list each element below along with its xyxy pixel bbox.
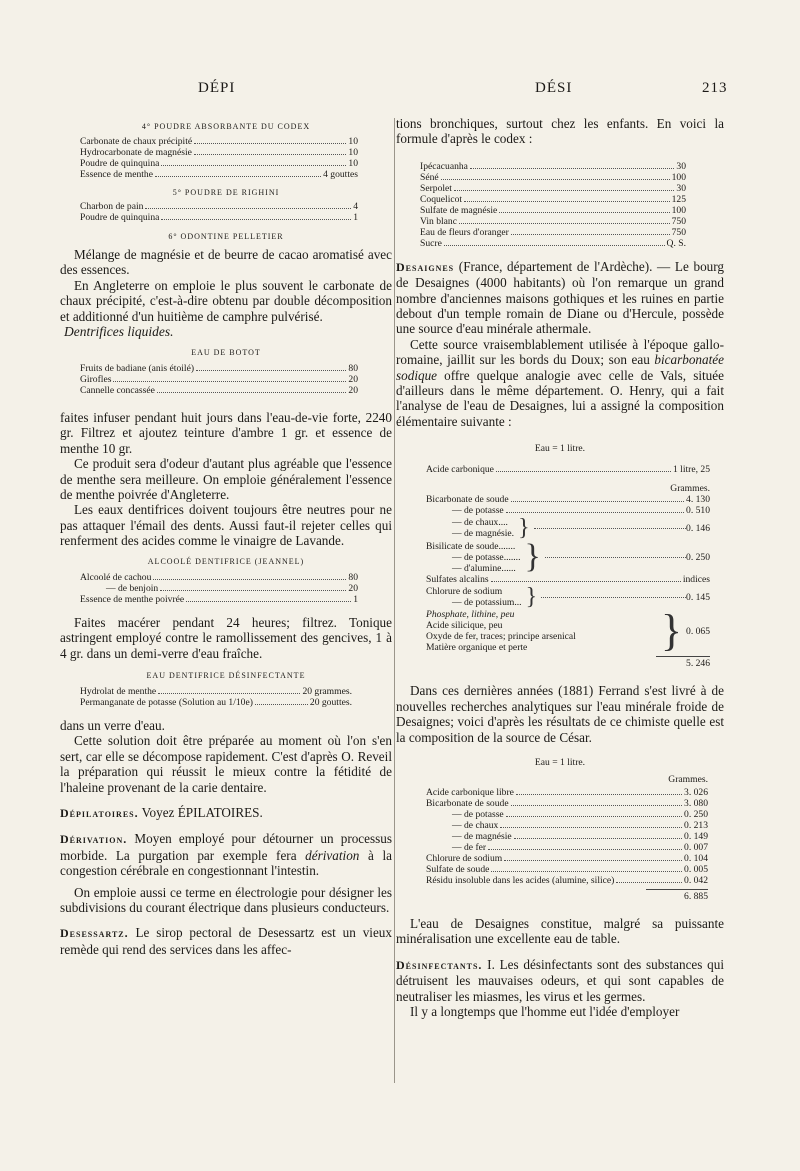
row-value: 0. 007: [684, 841, 708, 853]
row-name: Coquelicot: [420, 193, 463, 205]
column-rule: [394, 118, 395, 1083]
entry-text: I. Les désinfectants sont des substances qui détruisent les mauvaises odeurs, et qui sont capables de neutraliser les miasmes, les virus et les germes.: [396, 956, 724, 1004]
row-value: 100: [671, 204, 686, 216]
row-name: Sulfate de magnésie: [420, 204, 498, 216]
entry-depilatoires: [60, 805, 392, 821]
row-value: 20: [348, 582, 358, 594]
table-row: [426, 853, 708, 864]
row-value: 80: [348, 571, 358, 583]
row-name: Bisilicate de soude.......: [426, 540, 516, 552]
row-name: Vin blanc: [420, 215, 457, 227]
paragraph: tions bronchiques, surtout chez les enfants. En voici la formule d'après le codex :: [396, 116, 724, 147]
recipe-title: ALCOOLÉ DENTIFRICE (JEANNEL): [147, 556, 305, 566]
row-value: 20 gouttes.: [309, 696, 352, 708]
table-row: [420, 216, 686, 227]
headword: Dérivation.: [60, 832, 128, 847]
row-name: Oxyde de fer, traces; principe arsenical: [426, 631, 576, 643]
paragraph: Il y a longtemps que l'homme eut l'idée d'employer: [410, 1003, 680, 1019]
row-name: Chlorure de sodium: [426, 586, 503, 598]
recipe-table: [80, 686, 352, 708]
paragraph: Cette solution doit être préparée au moment où l'on s'en sert, car elle se décompose rapidement. C'est d'après O. Reveil la préparation qui réussit le mieux contre la fétidité de l'haleine provenant de la carie dentaire.: [60, 733, 392, 795]
table-caption: Eau = 1 litre.: [534, 756, 586, 768]
table-row: [80, 697, 352, 708]
row-name: Carbonate de chaux précipité: [80, 136, 193, 147]
table-row: [426, 494, 710, 505]
row-value: 1 litre, 25: [672, 464, 710, 476]
table-row: [80, 385, 358, 396]
row-name: — d'alumine......: [452, 562, 516, 574]
entry-text: à la congestion cérébrale en congestionnant l'intestin.: [60, 847, 392, 879]
row-value: 0. 510: [686, 505, 710, 517]
row-value: 10: [348, 147, 358, 158]
table-row: [420, 238, 686, 249]
row-name: — de chaux: [452, 819, 499, 831]
row-name: — de magnésie: [452, 830, 512, 842]
row-value: 10: [348, 136, 358, 147]
paragraph-text: offre quelque analogie avec celle de Vals, située d'ailleurs dans le même département. O. Henry, qui a fait l'analyse de l'eau de Desaignes, lui a assigné la composition élémentaire suivante :: [396, 367, 724, 429]
table-row: [80, 201, 358, 212]
left-column: [60, 122, 392, 957]
page-number: 213: [702, 80, 728, 96]
row-name: — de benjoin: [106, 582, 159, 594]
table-row: [426, 864, 708, 875]
table-row: [80, 572, 358, 583]
table-row: [420, 161, 686, 172]
table-row: [80, 686, 352, 697]
table-row: [426, 842, 708, 853]
paragraph: L'eau de Desaignes constitue, malgré sa puissante minéralisation une excellente eau de table.: [396, 915, 724, 947]
row-name: Cannelle concassée: [80, 385, 155, 397]
paragraph: Faites macérer pendant 24 heures; filtrez. Tonique astringent employé contre le ramollissement des gencives, 1 à 4 gr. dans un demi-verre d'eau fraîche.: [60, 614, 392, 661]
row-value: 20 grammes.: [302, 685, 352, 697]
row-name: Poudre de quinquina: [80, 212, 160, 223]
recipe-title: EAU DENTIFRICE DÉSINFECTANTE: [146, 670, 306, 680]
recipe-table: [80, 363, 358, 396]
table-row: [80, 583, 358, 594]
row-name: Acide carbonique: [426, 464, 494, 476]
entry-italic: dérivation: [305, 847, 360, 863]
entry-desaignes: [396, 259, 724, 337]
row-name: Essence de menthe poivrée: [80, 593, 185, 605]
table-row: [80, 147, 358, 158]
recipe-title: EAU DE BOTOT: [191, 348, 261, 358]
headword: Désinfectants.: [396, 957, 483, 972]
row-name: Eau de fleurs d'oranger: [420, 226, 509, 238]
table-row: [80, 212, 358, 223]
row-name: Bicarbonate de soude: [426, 797, 509, 809]
headword: Desaignes: [396, 259, 455, 274]
row-name: — de chaux....: [452, 517, 508, 529]
table-group: Chlorure de sodium — de potassium... } 0. 145: [426, 584, 710, 611]
recipe-table: [80, 201, 358, 223]
right-column: [396, 116, 724, 1019]
row-value: 80: [348, 363, 358, 375]
row-name: Ipécacuanha: [420, 160, 468, 172]
analysis-table-ferrand: [426, 787, 708, 886]
entry-desessartz: [60, 925, 392, 957]
header-center: DÉSI: [535, 80, 573, 96]
row-name: Sucre: [420, 237, 442, 249]
row-name: Acide carbonique libre: [426, 786, 514, 798]
entry-text: (France, département de l'Ardèche). — Le bourg de Desaignes (4000 habitants) où l'on remarque un grand nombre d'anciennes maisons gothiques et les ruines en partie debout d'un temple romain de Diane ou d'Hercule, possède une source d'eau minérale athermale.: [396, 258, 724, 337]
row-name: Serpolet: [420, 182, 452, 194]
table-row: [426, 787, 708, 798]
paragraph: On emploie aussi ce terme en électrologie pour désigner les subdivisions du courant électrique dans plusieurs conducteurs.: [60, 884, 392, 915]
row-name: Matière organique et perte: [426, 642, 528, 654]
table-row: [420, 172, 686, 183]
entry-text: Le sirop pectoral de Desessartz est un vieux remède qui rend des services dans les affec-: [60, 925, 392, 957]
recipe-table: [80, 572, 358, 605]
table-row: [426, 505, 710, 516]
paragraph: faites infuser pendant huit jours dans l'eau-de-vie forte, 2240 gr. Filtrez et ajoutez teinture d'ambre 1 gr. et essence de menthe 10 gr.: [60, 410, 392, 456]
table-row: [80, 594, 358, 605]
row-name: Sulfates alcalins: [426, 574, 489, 586]
row-value: 4: [353, 201, 358, 212]
row-name: Bicarbonate de soude: [426, 494, 509, 506]
entry-derivation: [60, 831, 392, 878]
headword: Dépilatoires.: [60, 805, 139, 820]
row-value: 1: [353, 593, 358, 605]
recipe-title: 5° POUDRE DE RIGHINI: [172, 188, 280, 197]
row-value: 0. 145: [686, 591, 710, 603]
unit-label: Grammes.: [668, 773, 708, 785]
row-value: 0. 005: [684, 863, 708, 875]
recipe-table: [80, 136, 358, 180]
table-row: [80, 374, 358, 385]
row-value: 20: [348, 385, 358, 397]
row-value: 4 gouttes: [323, 169, 358, 180]
row-name: Charbon de pain: [80, 201, 144, 212]
row-name: — de potasse: [452, 808, 504, 820]
row-value: 20: [348, 374, 358, 386]
row-value: 0. 104: [684, 852, 708, 864]
paragraph-italic: bicarbonatée sodique: [396, 352, 724, 383]
row-name: Girofles: [80, 374, 112, 386]
recipe-title: 4° POUDRE ABSORBANTE DU CODEX: [141, 122, 311, 131]
row-name: — de potasse: [452, 505, 504, 517]
row-name: Essence de menthe: [80, 169, 153, 180]
row-value: 30: [676, 160, 686, 172]
table-row: [80, 169, 358, 180]
row-value: 0. 146: [686, 522, 710, 534]
table-row: [420, 194, 686, 205]
header-left: DÉPI: [198, 80, 236, 96]
row-name: Phosphate, lithine, peu: [426, 609, 515, 621]
table-row: [426, 574, 710, 585]
table-group: Bisilicate de soude....... — de potasse....... — d'alumine...... } 0. 250: [426, 538, 710, 576]
analysis-table-henry: [426, 464, 710, 669]
row-value: 750: [671, 215, 686, 227]
paragraph: Dans ces dernières années (1881) Ferrand s'est livré à de nouvelles recherches analytiques sur l'eau minérale froide de Desaignes; voici d'après les résultats de ce chimiste quelle est la composition de la source de César.: [396, 683, 724, 745]
table-row: [80, 136, 358, 147]
row-value: 0. 042: [684, 874, 708, 886]
table-row: [420, 205, 686, 216]
row-name: — de potasse.......: [452, 551, 521, 563]
row-name: Chlorure de sodium: [426, 852, 503, 864]
table-row: [426, 831, 708, 842]
row-name: Alcoolé de cachou: [80, 571, 152, 583]
row-name: Permanganate de potasse (Solution au 1/10e): [80, 696, 253, 708]
row-value: 30: [676, 182, 686, 194]
paragraph: Mélange de magnésie et de beurre de cacao aromatisé avec des essences.: [60, 247, 392, 278]
row-name: Hydrocarbonate de magnésie: [80, 147, 192, 158]
row-value: 0. 213: [684, 819, 708, 831]
row-name: Sulfate de soude: [426, 863, 490, 875]
row-name: Acide silicique, peu: [426, 620, 503, 632]
unit-label: Grammes.: [670, 483, 710, 495]
row-value: 750: [671, 226, 686, 238]
row-name: Poudre de quinquina: [80, 158, 160, 169]
entry-text: Voyez ÉPILATOIRES.: [138, 804, 263, 820]
entry-desinfectants: [396, 957, 724, 1004]
subheading: Dentrifices liquides.: [64, 324, 174, 340]
paragraph: En Angleterre on emploie le plus souvent le carbonate de chaux précipité, c'est-à-dire obtenu par double décomposition et additionné d'un huitième de camphre pulvérisé.: [60, 277, 392, 324]
table-row: [426, 809, 708, 820]
formula-table: [420, 161, 686, 249]
paragraph: dans un verre d'eau.: [60, 717, 165, 733]
table-row: [426, 798, 708, 809]
table-row: [426, 875, 708, 886]
row-name: — de fer: [452, 841, 487, 853]
row-value: 125: [671, 193, 686, 205]
table-caption: Eau = 1 litre.: [534, 443, 586, 455]
row-name: Séné: [420, 171, 439, 183]
paragraph: Ce produit sera d'odeur d'autant plus agréable que l'essence de menthe sera meilleure. On emploie généralement l'essence de menthe poivrée d'Angleterre.: [60, 456, 392, 503]
row-value: 0. 149: [684, 830, 708, 842]
row-value: 0. 250: [684, 808, 708, 820]
row-value: 0. 250: [686, 551, 710, 563]
table-group: Phosphate, lithine, peu Acide silicique, peu Oxyde de fer, traces; principe arsenical Matière organique et perte } 0. 065: [426, 606, 710, 656]
paragraph: Les eaux dentifrices doivent toujours être neutres pour ne pas attaquer l'émail des dents. Aussi faut-il rejeter celles qui renferment des acides comme le vinaigre de Lavande.: [60, 502, 392, 549]
row-value: 1: [353, 212, 358, 223]
table-row: [80, 158, 358, 169]
table-total: 6. 885: [646, 889, 708, 902]
recipe-title: 6° ODONTINE PELLETIER: [168, 232, 284, 241]
table-row: [426, 820, 708, 831]
paragraph: [396, 337, 724, 429]
row-name: — de potassium...: [452, 597, 522, 609]
row-value: 0. 065: [686, 625, 710, 637]
row-value: 10: [348, 158, 358, 169]
row-value: 3. 026: [684, 786, 708, 798]
row-value: Q. S.: [666, 237, 686, 249]
paragraph-text: Cette source vraisemblablement utilisée à l'époque gallo-romaine, jaillit sur les bords du Doux; son eau: [396, 336, 724, 368]
row-value: indices: [682, 574, 710, 586]
row-name: — de magnésie.: [452, 528, 515, 540]
row-name: Résidu insoluble dans les acides (alumine, silice): [426, 874, 615, 886]
table-total: 5. 246: [656, 656, 710, 669]
row-name: Fruits de badiane (anis étoilé): [80, 363, 195, 375]
table-group: — de chaux.... — de magnésie. } 0. 146: [426, 516, 710, 540]
row-value: 4. 130: [686, 494, 710, 506]
headword: Desessartz.: [60, 926, 129, 941]
table-row: [420, 183, 686, 194]
row-name: Hydrolat de menthe: [80, 685, 157, 697]
table-row: [426, 464, 710, 475]
row-value: 3. 080: [684, 797, 708, 809]
row-value: 100: [671, 171, 686, 183]
table-row: [420, 227, 686, 238]
table-row: [80, 363, 358, 374]
entry-text: Moyen employé pour détourner un processus morbide. La purgation par exemple fera: [60, 831, 392, 863]
